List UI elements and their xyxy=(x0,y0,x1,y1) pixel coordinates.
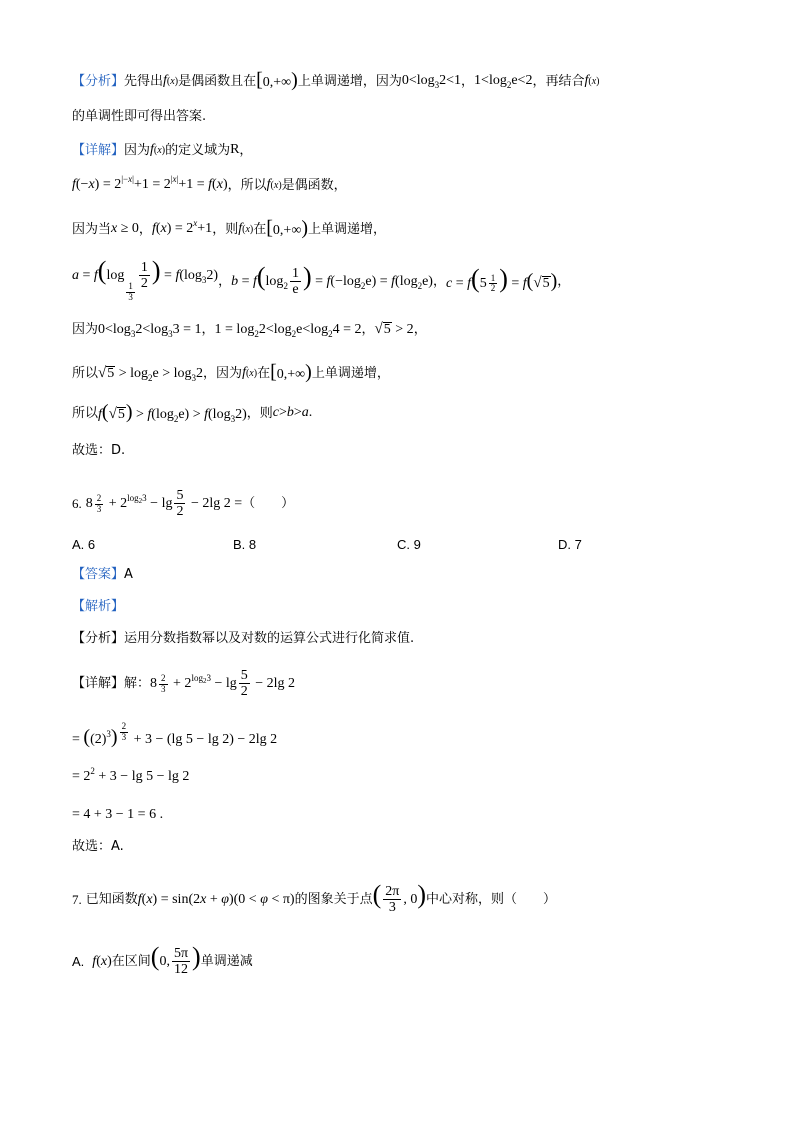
math-c: c = f(5 $^{\frac{1}{2}}$ ) = f( √ 5 ) xyxy=(446,263,558,294)
math-b: $b = f(\log_2$ $\frac{1}{e}$ ) = $f(-\log_2e) = f(\log_2e)$ xyxy=(231,261,433,297)
detail-2-line: 【详解】 解： 8 $^{\frac{2}{3}}$ + $2^{log_23} - \lg$ $\frac{5}{2}$ − 2lg 2 xyxy=(72,668,296,700)
answer-value: A xyxy=(124,567,133,582)
detail-line-abc: a = f(log $_{\frac{1}{3}}$ $\frac{1}{2}$ ) = $f(\log_32)$ ， $b = f(\log_2$ $\frac{1}{e}$ ) = $f(-\log_2e) = f(\log_2e)$ ， c = f(5 $^{\frac{1}{2}}$ ) = f( √ 5 ) ， xyxy=(72,256,571,302)
select-line-1: 故选：D. xyxy=(72,443,126,458)
math-even-proof: $f(-x) = 2^{|-x|}+1 = 2^{|x|}+1 = f(x)$ xyxy=(72,174,228,192)
step-1: = $((2)^3)$ $^{\frac{2}{3}}$ + 3 − (lg 5 − lg 2) − 2lg 2 xyxy=(72,721,278,748)
q6-option-b[interactable]: B. 8 xyxy=(233,537,257,552)
detail-tag: 【详解】 xyxy=(72,142,125,158)
q6-options xyxy=(72,538,722,554)
math-ineq-2: $1<\log_2e<2$ xyxy=(474,73,533,90)
analysis-tag: 【分析】 xyxy=(72,73,125,89)
detail-line-3: 因为当 x ≥ 0 ， $f(x) = 2^x+1$ ，则 f(x) 在 [0,+∞) 上单调递增， xyxy=(72,217,386,239)
q7-option-a[interactable]: A. f(x) 在区间 (0, $\frac{5\pi}{12}$ ) 单调递减 xyxy=(72,942,253,978)
detail-line-compare-2: 所以 √ 5 > $\log_2e > \log_32$ ，因为 f(x) 在 [0,+∞) 上单调递增， xyxy=(72,361,390,383)
q6-option-a[interactable]: A. 6 xyxy=(72,537,96,552)
step-3: = 4 + 3 − 1 = 6 . xyxy=(72,807,164,822)
explanation-tag: 【解析】 xyxy=(72,599,125,614)
math-a: a = f(log $_{\frac{1}{3}}$ $\frac{1}{2}$ ) = $f(\log_32)$ xyxy=(72,256,219,302)
analysis-line-1: 【分析】 先得出 f(x) 是偶函数且在 [0,+∞) 上单调递增，因为 $0<\log_32<1$ ， $1<\log_2e<2$ ，再结合 f(x) xyxy=(72,69,600,91)
q6-option-c[interactable]: C. 9 xyxy=(397,537,421,552)
math-ineq-1: $0<\log_32<1$ xyxy=(401,73,462,90)
math-interval: [0,+∞) xyxy=(256,69,298,91)
select-line-2: 故选：A. xyxy=(72,839,124,854)
detail-line-compare-3: 所以 f( √ 5 ) > $f(\log_2e) > f(\log_32)$ ，则 c>b>a. xyxy=(72,401,313,424)
question-7: 7. 已知函数 f(x) = sin(2x + φ)(0 < φ < π) 的图象关于点 ( $\frac{2\pi}{3}$ , 0) 中心对称，则（ ） xyxy=(72,880,557,916)
math-fx: f(x) xyxy=(163,73,179,88)
detail-line-1: 【详解】 因为 f(x) 的定义域为 R ， xyxy=(72,142,253,158)
q6-expression: 8 $^{\frac{2}{3}}$ + $2^{log_23} - \lg$ $\frac{5}{2}$ − 2lg 2 = xyxy=(85,488,243,520)
answer-line xyxy=(72,568,133,581)
analysis-2-line: 【分析】 运用分数指数幂以及对数的运算公式进行化简求值. xyxy=(72,631,415,646)
detail-line-2: $f(-x) = 2^{|-x|}+1 = 2^{|x|}+1 = f(x)$ ，所以 f(x) 是偶函数， xyxy=(72,174,347,193)
analysis-line-2: 的单调性即可得出答案. xyxy=(72,109,207,124)
explanation-line xyxy=(72,600,124,613)
q6-option-d[interactable]: D. 7 xyxy=(558,537,582,552)
detail-line-compare-1: 因为 $0<\log_32<\log_33 = 1$ ， $1 = \log_22<\log_2e<\log_24 = 2$ ， √ 5 > 2 ， xyxy=(72,321,427,339)
question-6: 6. 8 $^{\frac{2}{3}}$ + $2^{log_23} - \lg$ $\frac{5}{2}$ − 2lg 2 = （ ） xyxy=(72,488,295,520)
step-2: = $2^2 + 3 - \lg 5 - \lg 2$ xyxy=(72,766,190,784)
answer-tag: 【答案】 xyxy=(72,567,125,582)
